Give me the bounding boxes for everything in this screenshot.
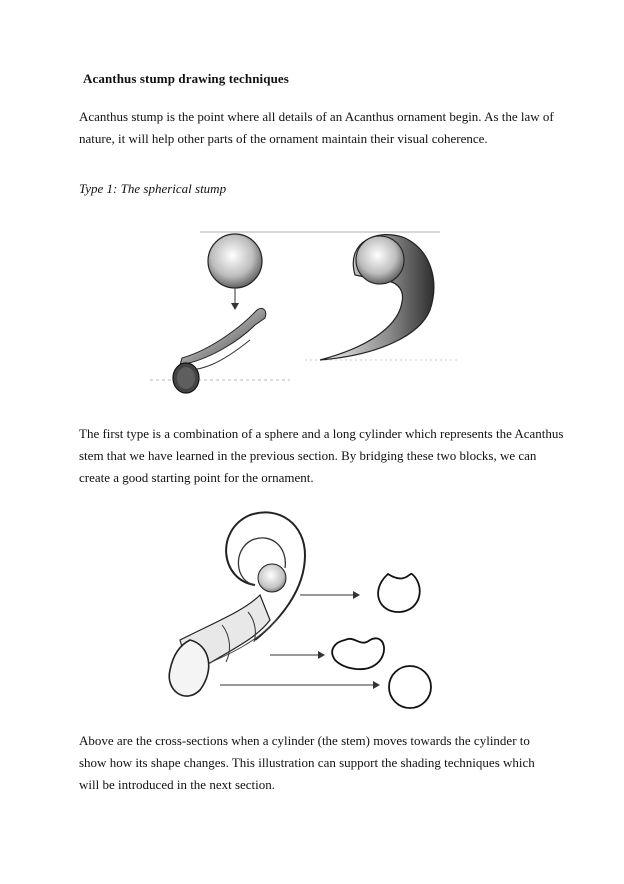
sphere-and-cylinder-sketch-icon (140, 210, 480, 415)
cross-section-description: Above are the cross-sections when a cylinder (the stem) moves towards the cylinder to show how its shape changes. This illustration can support the shading techniques which will be introduced in the next section. (79, 733, 535, 792)
page-title: Acanthus stump drawing techniques (83, 71, 289, 86)
type1-heading: Type 1: The spherical stump (79, 181, 227, 196)
intro-paragraph: Acanthus stump is the point where all details of an Acanthus ornament begin. As the law of nature, it will help other parts of the ornament maintain their visual coherence. (79, 109, 554, 146)
type1-description: The first type is a combination of a sphere and a long cylinder which represents the Acanthus stem that we have learned in the previous section. By bridging these two blocks, we can create a good starting point for the ornament. (79, 426, 564, 485)
stem-cross-section-sketch-icon (160, 500, 460, 720)
